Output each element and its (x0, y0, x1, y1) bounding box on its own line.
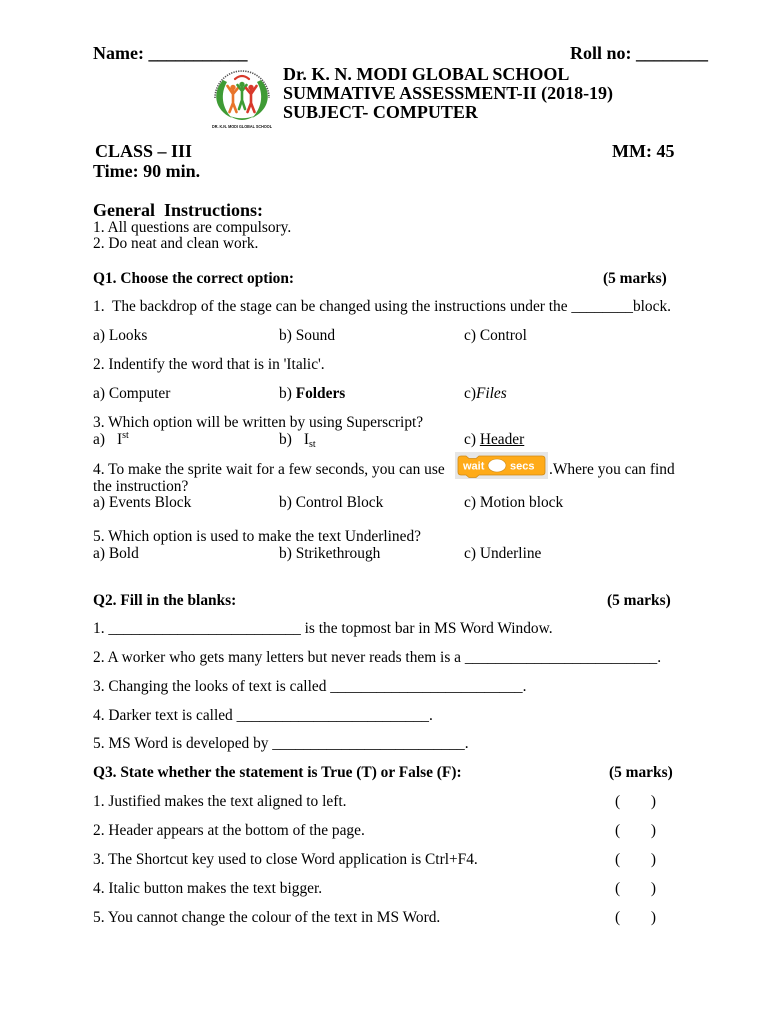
option-label: a) (93, 494, 105, 511)
true-false-item: 3. The Shortcut key used to close Word application is Ctrl+F4. (93, 851, 478, 868)
scratch-wait-block-icon (455, 452, 548, 479)
answer-box: ( ) (615, 880, 657, 897)
school-name: Dr. K. N. MODI GLOBAL SCHOOL (283, 64, 570, 84)
emblem-flame (235, 76, 249, 79)
instruction-item: 1. All questions are compulsory. (93, 219, 292, 236)
fill-blank-item: 5. MS Word is developed by _________________________. (93, 735, 469, 752)
fill-blank-item: 3. Changing the looks of text is called _________________________. (93, 678, 527, 695)
q1-3-option-b (279, 431, 316, 449)
true-false-item: 4. Italic button makes the text bigger. (93, 880, 323, 897)
q1-1-option-c (464, 327, 527, 345)
option-text: Computer (108, 385, 171, 402)
q1-4-option-b (279, 494, 383, 512)
instruction-item: 2. Do neat and clean work. (93, 235, 259, 252)
q1-2-option-a (93, 385, 170, 403)
block-number-slot (488, 459, 506, 472)
true-false-item: 2. Header appears at the bottom of the page. (93, 822, 365, 839)
option-label: a) (93, 385, 105, 402)
block-word-secs: secs (510, 460, 535, 473)
option-label: c) (464, 545, 476, 562)
fill-blank-item: 4. Darker text is called _________________________. (93, 707, 433, 724)
q1-3-option-a (93, 431, 129, 449)
option-label: b) (279, 327, 292, 344)
max-marks: MM: 45 (612, 141, 675, 161)
time-label: Time: 90 min. (93, 161, 201, 181)
option-label: b) (279, 431, 292, 448)
q2-title: Q2. Fill in the blanks: (93, 592, 237, 609)
q1-5-option-a (93, 545, 139, 563)
option-label: c) (464, 431, 476, 448)
q2-marks: (5 marks) (607, 592, 671, 609)
q1-5-option-b (279, 545, 380, 563)
emblem-caption: DR. K.N. MODI GLOBAL SCHOOL (212, 124, 273, 129)
fill-blank-item: 1. _________________________ is the topmost bar in MS Word Window. (93, 620, 553, 637)
block-word-wait: wait (463, 460, 485, 473)
subject-title: SUBJECT- COMPUTER (283, 102, 478, 122)
option-text-italic: Files (475, 385, 507, 402)
q1-4-option-c (464, 494, 563, 512)
true-false-item: 1. Justified makes the text aligned to left. (93, 793, 347, 810)
q3-marks: (5 marks) (609, 764, 673, 781)
emblem-figure-2-head (239, 82, 244, 87)
roll-no-field: Roll no: ________ (570, 43, 709, 63)
q1-marks: (5 marks) (603, 270, 667, 287)
option-text: Strikethrough (295, 545, 381, 562)
option-label: a) (93, 545, 105, 562)
option-base-text: I (303, 431, 309, 448)
option-text-underlined: Header (479, 431, 525, 448)
class-label: CLASS – III (95, 141, 193, 161)
q1-1-option-b (279, 327, 335, 345)
option-text: Control (479, 327, 527, 344)
answer-box: ( ) (615, 851, 657, 868)
q1-question-3: 3. Which option will be written by using Superscript? (93, 414, 424, 431)
option-label: b) (279, 545, 292, 562)
q1-question-4-start: 4. To make the sprite wait for a few seconds, you can use (93, 461, 445, 478)
option-text: Motion block (479, 494, 564, 511)
q1-title: Q1. Choose the correct option: (93, 270, 295, 287)
q1-4-option-a (93, 494, 191, 512)
q1-question-2: 2. Indentify the word that is in 'Italic'. (93, 356, 325, 373)
q1-5-option-c (464, 545, 541, 563)
option-label: a) (93, 431, 105, 448)
option-label: b) (279, 494, 292, 511)
answer-box: ( ) (615, 822, 657, 839)
option-text: Bold (108, 545, 139, 562)
option-text: Underline (479, 545, 542, 562)
option-subscript: st (308, 439, 316, 450)
q1-question-5: 5. Which option is used to make the text Underlined? (93, 528, 421, 545)
name-field: Name: ___________ (93, 43, 248, 63)
instructions-title: General Instructions: (93, 200, 263, 220)
option-label: a) (93, 327, 105, 344)
q1-question-4-end: .Where you can find (549, 461, 675, 478)
option-base-text: I (116, 431, 123, 448)
option-label: c) (464, 494, 476, 511)
option-text: Looks (108, 327, 148, 344)
option-text: Control Block (295, 494, 384, 511)
true-false-item: 5. You cannot change the colour of the text in MS Word. (93, 909, 441, 926)
q1-question-1: 1. The backdrop of the stage can be changed using the instructions under the ________block. (93, 298, 671, 315)
exam-title: SUMMATIVE ASSESSMENT-II (2018-19) (283, 83, 614, 103)
emblem-figure-3-head (248, 85, 253, 90)
option-label: c) (464, 385, 476, 402)
option-text-bold: Folders (295, 385, 346, 402)
option-label: b) (279, 385, 292, 402)
fill-blank-item: 2. A worker who gets many letters but never reads them is a _________________________. (93, 649, 662, 666)
option-text: Events Block (108, 494, 192, 511)
option-text: Sound (295, 327, 336, 344)
answer-box: ( ) (615, 793, 657, 810)
option-superscript: st (122, 430, 129, 441)
answer-box: ( ) (615, 909, 657, 926)
q1-question-4-line-2: the instruction? (93, 478, 189, 495)
school-emblem-icon (208, 66, 276, 130)
q1-3-option-c (464, 431, 524, 449)
option-label: c) (464, 327, 476, 344)
q1-2-option-b (279, 385, 345, 403)
emblem-base (230, 116, 254, 120)
q1-2-option-c (464, 385, 507, 403)
q1-1-option-a (93, 327, 147, 345)
emblem-figure-1-head (230, 85, 235, 90)
q3-title: Q3. State whether the statement is True (T) or False (F): (93, 764, 462, 781)
